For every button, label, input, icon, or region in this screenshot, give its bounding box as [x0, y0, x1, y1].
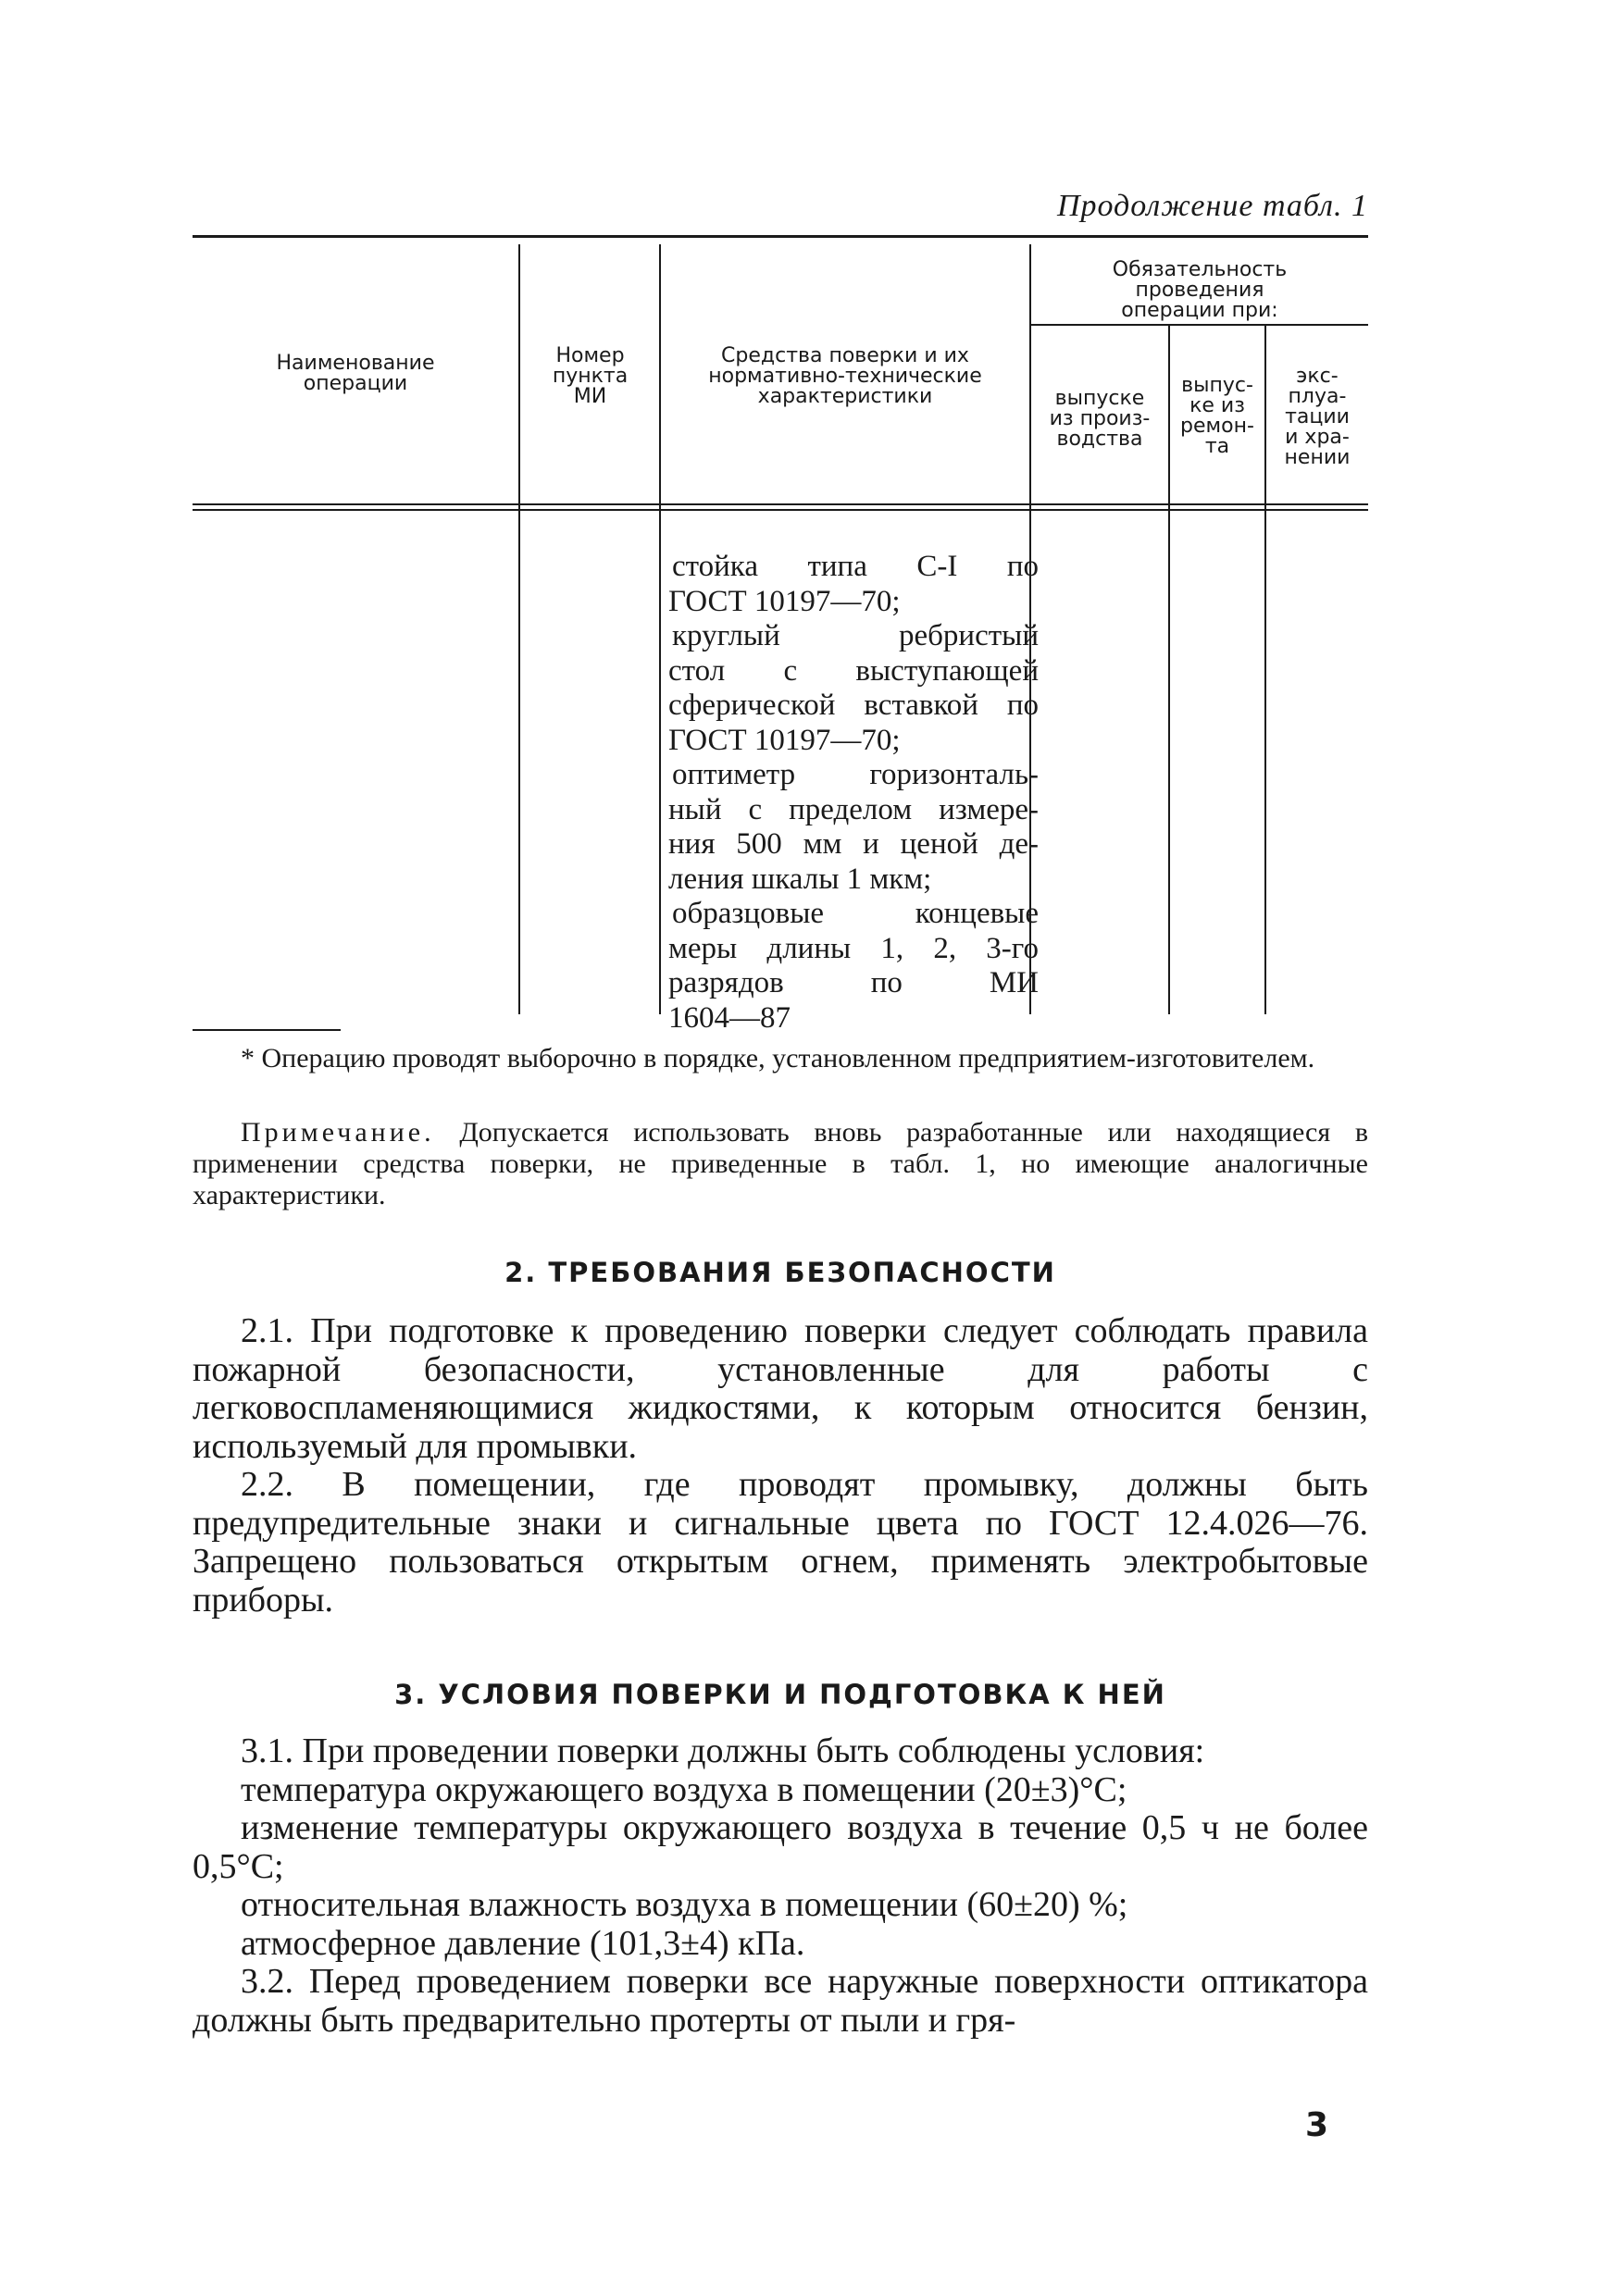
footnote-rule: [193, 1029, 341, 1031]
means-line: ГОСТ 10197—70;: [668, 584, 901, 618]
means-line: ГОСТ 10197—70;: [668, 723, 901, 757]
means-line: ный с пределом измере-: [668, 792, 1039, 826]
note-text: Допускается использовать вновь разработанные или находящиеся в применении средства поверки, не приведенные в табл. 1, но имеющие аналогичные характеристики.: [193, 1117, 1368, 1210]
means-line: оптиметр горизонталь-: [672, 758, 1039, 791]
header-name: Наименование операции: [276, 352, 435, 395]
table-vline-4: [1168, 326, 1170, 1014]
means-line: меры длины 1, 2, 3-го: [668, 931, 1039, 965]
condition-humidity: относительная влажность воздуха в помещении (60±20) %;: [241, 1885, 1128, 1924]
section-3-body: [193, 1732, 1368, 2040]
header-means: Средства поверки и их нормативно-технические характеристики: [708, 344, 982, 408]
means-line: ления шкалы 1 мкм;: [668, 862, 932, 896]
header-point: Номер пункта МИ: [552, 344, 629, 408]
table-vline-5: [1264, 326, 1266, 1014]
table-note: [193, 1117, 1368, 1211]
condition-temperature-change: изменение температуры окружающего воздуха в течение 0,5 ч не более 0,5°С;: [193, 1808, 1368, 1886]
means-line: стол с выступающей: [668, 653, 1039, 688]
means-line: ния 500 мм и ценой де-: [668, 827, 1039, 861]
table-top-rule: [193, 235, 1368, 238]
table-vline-1: [518, 244, 520, 1014]
section-2-title: 2. ТРЕБОВАНИЯ БЕЗОПАСНОСТИ: [504, 1257, 1056, 1288]
condition-temperature: температура окружающего воздуха в помещении (20±3)°С;: [241, 1769, 1127, 1809]
means-line: разрядов по МИ: [668, 966, 1039, 999]
section-2-body: [193, 1312, 1368, 1620]
header-exploit: экс- плуа- тации и хра- нении: [1284, 365, 1351, 469]
table-sub-rule: [1029, 324, 1368, 326]
section-3-title: 3. УСЛОВИЯ ПОВЕРКИ И ПОДГОТОВКА К НЕЙ: [394, 1679, 1166, 1710]
table-header-rule-2: [193, 509, 1368, 511]
means-line: стойка типа С-I по: [672, 550, 1039, 583]
means-line: 1604—87: [668, 1000, 791, 1035]
paragraph-3-1: 3.1. При проведении поверки должны быть соблюдены условия:: [241, 1731, 1205, 1770]
table-header-rule: [193, 503, 1368, 505]
means-line: образцовые концевые: [672, 897, 1039, 930]
header-obligation: Обязательность проведения операции при:: [1112, 258, 1288, 322]
table-continuation-label: Продолжение табл. 1: [1056, 189, 1368, 223]
table-cell-means: [668, 550, 1039, 1036]
condition-pressure: атмосферное давление (101,3±4) кПа.: [241, 1923, 805, 1963]
header-release: выпуске из произ- водства: [1049, 387, 1151, 451]
paragraph-2-1: 2.1. При подготовке к проведению поверки следует соблюдать правила пожарной безопасности, установленные для работы с легковоспламеняющимися жидкостями, к которым относится бензин, используемый для промывки.: [193, 1311, 1368, 1466]
paragraph-2-2: 2.2. В помещении, где проводят промывку, должны быть предупредительные знаки и сигнальные цвета по ГОСТ 12.4.026—76. Запрещено пользоваться открытым огнем, применять электробытовые приборы.: [193, 1465, 1368, 1620]
table-vline-2: [659, 244, 661, 1014]
means-line: сферической вставкой по: [668, 689, 1039, 722]
footnote-text: * Операцию проводят выборочно в порядке, установленном предприятием-изготовителем.: [241, 1043, 1315, 1074]
page-number: 3: [1305, 2106, 1329, 2144]
header-repair: выпус- ке из ремон- та: [1180, 374, 1254, 458]
means-line: круглый ребристый: [672, 619, 1039, 652]
footnote: [193, 1043, 1368, 1074]
paragraph-3-2: 3.2. Перед проведением поверки все наружные поверхности оптикатора должны быть предварительно протерты от пыли и гря-: [193, 1962, 1368, 2040]
note-label: Примечание.: [241, 1117, 435, 1148]
